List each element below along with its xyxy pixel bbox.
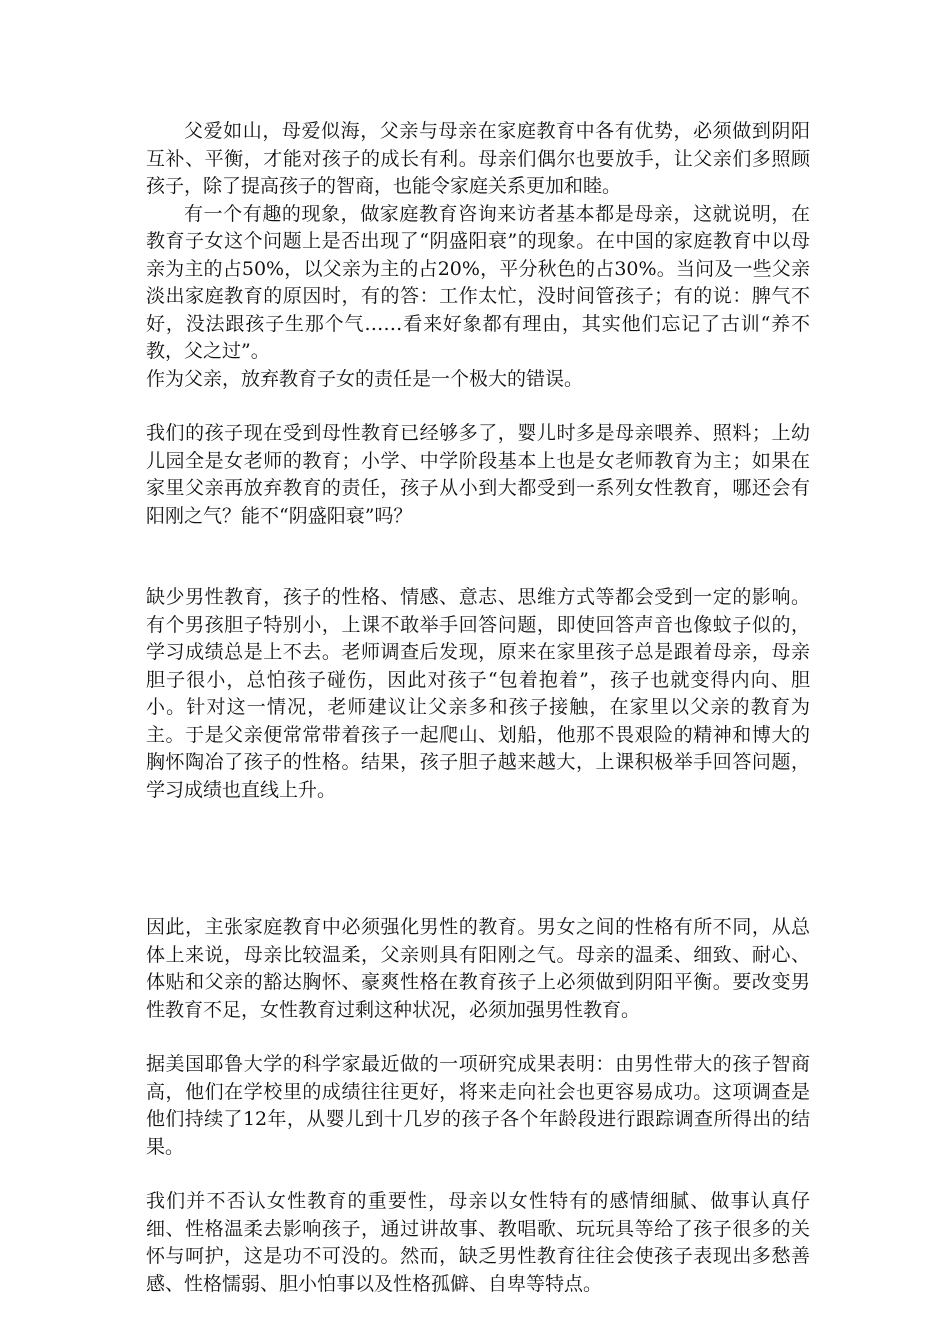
paragraph-5: 缺少男性教育，孩子的性格、情感、意志、思维方式等都会受到一定的影响。有个男孩胆子特别小，上课不敢举手回答问题，即使回答声音也像蚊子似的，学习成绩总是上不去。老师调查后发现，原来在家里孩子总是跟着母亲，母亲胆子很小，总怕孩子碰伤，因此对孩子“包着抱着”，孩子也就变得内向、胆小。针对这一情况，老师建议让父亲多和孩子接触，在家里以父亲的教育为主。于是父亲便常常带着孩子一起爬山、划船，他那不畏艰险的精神和博大的胸怀陶冶了孩子的性格。结果，孩子胆子越来越大，上课积极举手回答问题，学习成绩也直线上升。 [146,586,810,801]
paragraph-7: 据美国耶鲁大学的科学家最近做的一项研究成果表明：由男性带大的孩子智商高，他们在学校里的成绩往往更好，将来走向社会也更容易成功。这项调查是他们持续了12年，从婴儿到十几岁的孩子各个年龄段进行跟踪调查所得出的结果。 [146,1053,810,1158]
paragraph-1: 父爱如山，母爱似海，父亲与母亲在家庭教育中各有优势，必须做到阴阳互补、平衡，才能对孩子的成长有利。母亲们偶尔也要放手，让父亲们多照顾孩子，除了提高孩子的智商，也能令家庭关系更加和睦。 [146,120,810,197]
blank-line [146,393,810,420]
paragraph-3: 作为父亲，放弃教育子女的责任是一个极大的错误。 [146,367,584,390]
blank-lines [146,530,810,584]
paragraph-6: 因此，主张家庭教育中必须强化男性的教育。男女之间的性格有所不同，从总体上来说，母亲比较温柔，父亲则具有阳刚之气。母亲的温柔、细致、耐心、体贴和父亲的豁达胸怀、豪爽性格在教育孩子上必须做到阴阳平衡。要改变男性教育不足，女性教育过剩这种状况，必须加强男性教育。 [146,916,810,1021]
paragraph-4: 我们的孩子现在受到母性教育已经够多了，婴儿时多是母亲喂养、照料；上幼儿园全是女老师的教育；小学、中学阶段基本上也是女老师教育为主；如果在家里父亲再放弃教育的责任，孩子从小到大都受到一系列女性教育，哪还会有阳刚之气？能不“阴盛阳衰”吗？ [146,422,810,527]
document-body [146,118,810,1298]
blank-line [146,1161,810,1188]
blank-lines [146,804,810,914]
blank-line [146,1024,810,1051]
paragraph-8: 我们并不否认女性教育的重要性，母亲以女性特有的感情细腻、做事认真仔细、性格温柔去影响孩子，通过讲故事、教唱歌、玩玩具等给了孩子很多的关怀与呵护，这是功不可没的。然而，缺乏男性教育往往会使孩子表现出多愁善感、性格懦弱、胆小怕事以及性格孤僻、自卑等特点。 [146,1190,810,1295]
paragraph-2: 有一个有趣的现象，做家庭教育咨询来访者基本都是母亲，这就说明，在教育子女这个问题上是否出现了“阴盛阳衰”的现象。在中国的家庭教育中以母亲为主的占50%，以父亲为主的占20%，平分秋色的占30%。当问及一些父亲淡出家庭教育的原因时，有的答：工作太忙，没时间管孩子；有的说：脾气不好，没法跟孩子生那个气……看来好象都有理由，其实他们忘记了古训“养不教，父之过”。 [146,202,810,362]
